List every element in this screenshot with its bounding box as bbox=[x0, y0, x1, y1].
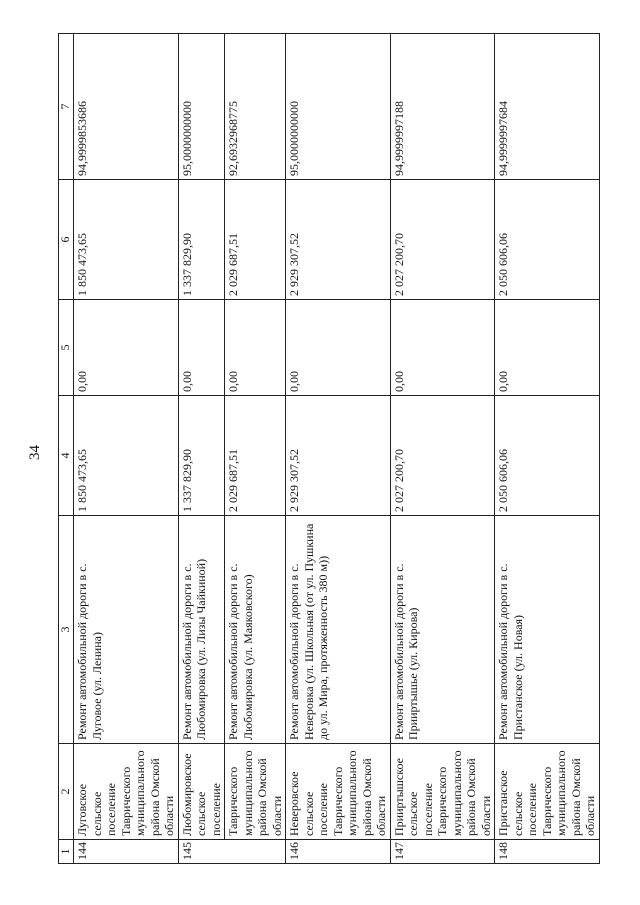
settlement-name: Любомировское сельское поселение bbox=[178, 744, 225, 840]
amount-col5: 0,00 bbox=[225, 300, 286, 396]
percent-col7: 95,0000000000 bbox=[286, 34, 391, 180]
subsidy-table bbox=[58, 33, 600, 864]
header-row bbox=[59, 34, 74, 864]
amount-col5: 0,00 bbox=[286, 300, 391, 396]
amount-col5: 0,00 bbox=[178, 300, 225, 396]
percent-col7: 92,6932968775 bbox=[225, 34, 286, 180]
amount-col6: 2 929 307,52 bbox=[286, 180, 391, 300]
table-row bbox=[225, 34, 286, 864]
settlement-name: Пристанское сельское поселение Таврического муниципального района Омской области bbox=[495, 744, 600, 840]
work-description: Ремонт автомобильной дороги в с. Луговое (ул. Ленина) bbox=[74, 516, 179, 744]
percent-col7: 94,9999997188 bbox=[390, 34, 495, 180]
amount-col6: 1 337 829,90 bbox=[178, 180, 225, 300]
row-number: 145 bbox=[178, 840, 286, 864]
amount-col6: 2 029 687,51 bbox=[225, 180, 286, 300]
column-header: 1 bbox=[59, 840, 74, 864]
table-row bbox=[178, 34, 225, 864]
amount-col5: 0,00 bbox=[74, 300, 179, 396]
amount-col6: 2 027 200,70 bbox=[390, 180, 495, 300]
column-header: 2 bbox=[59, 744, 74, 840]
amount-col4: 2 929 307,52 bbox=[286, 396, 391, 516]
table-row bbox=[74, 34, 179, 864]
settlement-name: Прииртышское сельское поселение Таврического муниципального района Омской области bbox=[390, 744, 495, 840]
column-header: 3 bbox=[59, 516, 74, 744]
work-description: Ремонт автомобильной дороги в с. Любомировка (ул. Маяковского) bbox=[225, 516, 286, 744]
settlement-name: Неверовское сельское поселение Таврического муниципального района Омской области bbox=[286, 744, 391, 840]
amount-col6: 2 050 606,06 bbox=[495, 180, 600, 300]
settlement-name: Таврического муниципального района Омской области bbox=[225, 744, 286, 840]
percent-col7: 95,0000000000 bbox=[178, 34, 225, 180]
column-header: 4 bbox=[59, 396, 74, 516]
column-header: 7 bbox=[59, 34, 74, 180]
amount-col4: 1 337 829,90 bbox=[178, 396, 225, 516]
column-header: 5 bbox=[59, 300, 74, 396]
amount-col6: 1 850 473,65 bbox=[74, 180, 179, 300]
percent-col7: 94,9999997684 bbox=[495, 34, 600, 180]
settlement-name: Луговское сельское поселение Таврического муниципального района Омской области bbox=[74, 744, 179, 840]
rotated-page bbox=[58, 34, 597, 864]
row-number: 147 bbox=[390, 840, 495, 864]
table-row bbox=[286, 34, 391, 864]
amount-col4: 2 050 606,06 bbox=[495, 396, 600, 516]
row-number: 146 bbox=[286, 840, 391, 864]
page-number: 34 bbox=[27, 445, 43, 460]
work-description: Ремонт автомобильной дороги в с. Любомировка (ул. Лизы Чайкиной) bbox=[178, 516, 225, 744]
column-header: 6 bbox=[59, 180, 74, 300]
row-number: 148 bbox=[495, 840, 600, 864]
work-description: Ремонт автомобильной дороги в с. Прииртышье (ул. Кирова) bbox=[390, 516, 495, 744]
row-number: 144 bbox=[74, 840, 179, 864]
amount-col4: 2 027 200,70 bbox=[390, 396, 495, 516]
amount-col4: 1 850 473,65 bbox=[74, 396, 179, 516]
amount-col5: 0,00 bbox=[390, 300, 495, 396]
table-row bbox=[390, 34, 495, 864]
amount-col5: 0,00 bbox=[495, 300, 600, 396]
percent-col7: 94,9999853686 bbox=[74, 34, 179, 180]
work-description: Ремонт автомобильной дороги в с. Пристанское (ул. Новая) bbox=[495, 516, 600, 744]
amount-col4: 2 029 687,51 bbox=[225, 396, 286, 516]
work-description: Ремонт автомобильной дороги в с. Неверовка (ул. Школьная (от ул. Пушкина до ул. Мира, протяженность 380 м)) bbox=[286, 516, 391, 744]
table-row bbox=[495, 34, 600, 864]
